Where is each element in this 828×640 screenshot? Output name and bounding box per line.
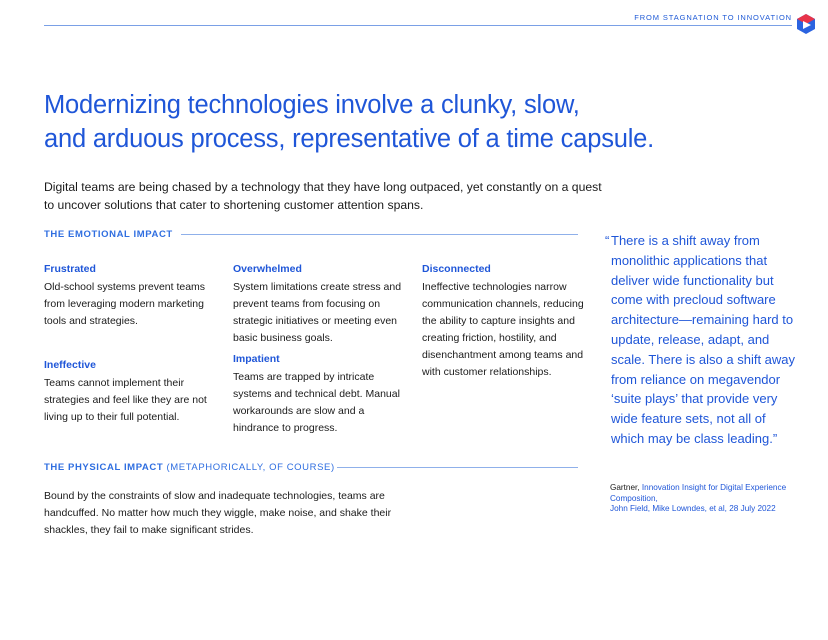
physical-impact-heading bbox=[44, 462, 578, 473]
section-divider bbox=[337, 467, 578, 468]
header-label: FROM STAGNATION TO INNOVATION bbox=[634, 13, 792, 22]
intro-paragraph: Digital teams are being chased by a technology that they have long outpaced, yet constantly on a quest to uncover solutions that cater to shortening customer attention spans. bbox=[44, 180, 602, 212]
physical-impact-paragraph: Bound by the constraints of slow and inadequate technologies, teams are handcuffed. No matter how much they wiggle, make noise, and shake their shackles, they fail to make significant strides. bbox=[44, 490, 392, 536]
impact-item-title: Overwhelmed bbox=[233, 263, 302, 275]
impact-item-ineffective bbox=[44, 358, 224, 426]
pull-quote bbox=[605, 231, 795, 449]
play-cube-logo-icon bbox=[795, 13, 817, 35]
citation-authors: John Field, Mike Lowndes, et al, 28 July 2022 bbox=[610, 504, 776, 513]
physical-impact-heading-text: THE PHYSICAL IMPACT bbox=[44, 462, 164, 473]
page-title-line-1: Modernizing technologies involve a clunky, slow, bbox=[44, 91, 580, 119]
impact-item-text: System limitations create stress and prevent teams from focusing on strategic initiatives or meeting even basic business goals. bbox=[233, 281, 402, 344]
impact-item-text: Teams are trapped by intricate systems and technical debt. Manual workarounds are slow and a hindrance to progress. bbox=[233, 371, 400, 434]
citation-source: Gartner, bbox=[610, 483, 642, 492]
impact-item-text: Old-school systems prevent teams from leveraging modern marketing tools and strategies. bbox=[44, 281, 206, 327]
impact-item-title: Frustrated bbox=[44, 263, 96, 275]
quote-body: There is a shift away from monolithic applications that deliver wide functionality but come with precloud software architecture—remaining hard to update, release, adapt, and scale. There is also a shift away from reliance on megavendor ‘suite plays’ that provide very wide feature sets, not all of which may be class leading.” bbox=[611, 233, 796, 446]
header-rule bbox=[44, 25, 792, 26]
physical-impact-heading-note: (METAPHORICALLY, OF COURSE) bbox=[166, 462, 335, 473]
citation-title: Innovation Insight for Digital Experience Composition, bbox=[610, 483, 787, 503]
quote-citation bbox=[610, 483, 800, 515]
impact-item-title: Impatient bbox=[233, 353, 280, 365]
emotional-impact-heading bbox=[44, 229, 578, 240]
impact-item-impatient bbox=[233, 352, 413, 437]
impact-item-disconnected bbox=[422, 262, 587, 381]
impact-item-text: Teams cannot implement their strategies and feel like they are not living up to their full potential. bbox=[44, 377, 207, 423]
impact-item-text: Ineffective technologies narrow communication channels, reducing the ability to capture insights and creating friction, hostility, and disenchantment among teams and with customer relationships. bbox=[422, 281, 584, 378]
quote-open-mark: “ bbox=[605, 233, 610, 248]
impact-item-overwhelmed bbox=[233, 262, 413, 347]
emotional-impact-heading-text: THE EMOTIONAL IMPACT bbox=[44, 229, 173, 240]
page-title bbox=[44, 88, 744, 156]
section-divider bbox=[181, 234, 578, 235]
impact-item-title: Ineffective bbox=[44, 359, 96, 371]
impact-item-title: Disconnected bbox=[422, 263, 491, 275]
impact-item-frustrated bbox=[44, 262, 224, 330]
page-title-line-2: and arduous process, representative of a time capsule. bbox=[44, 125, 655, 153]
